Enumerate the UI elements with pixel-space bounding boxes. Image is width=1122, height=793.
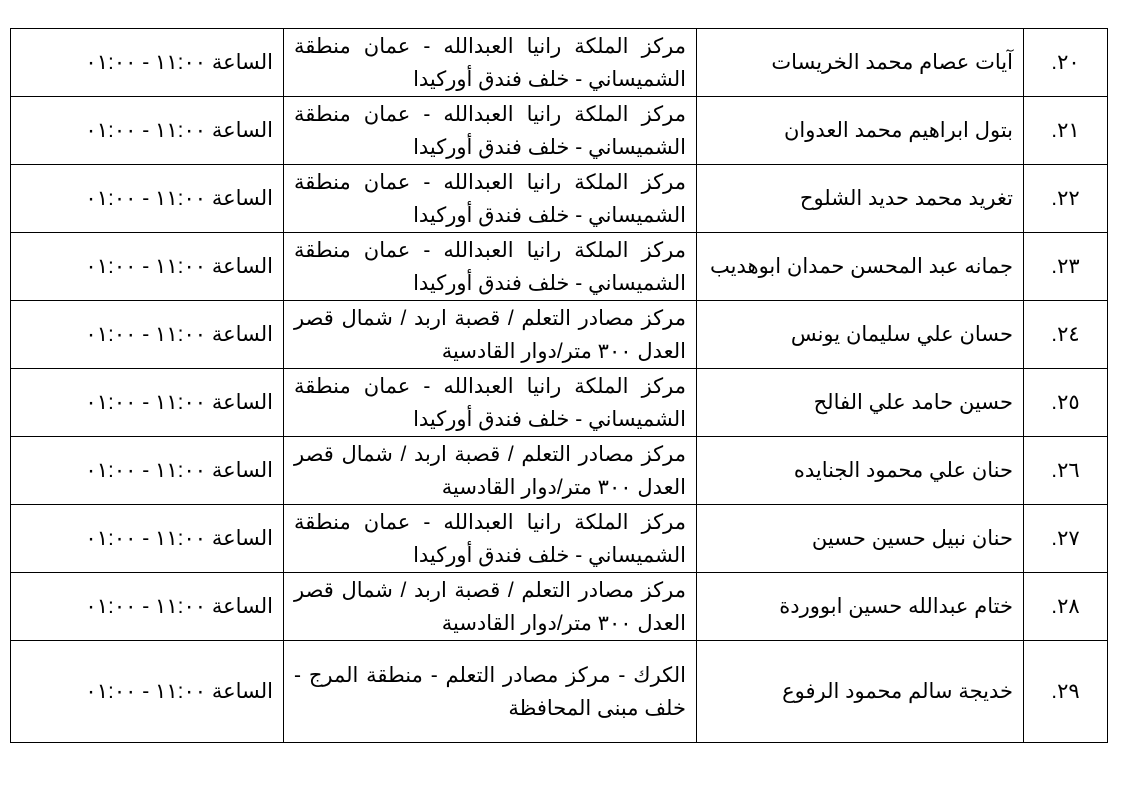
exam-location: مركز الملكة رانيا العبدالله - عمان منطقة الشميساني - خلف فندق أوركيدا <box>284 29 697 97</box>
table-row <box>11 165 1108 233</box>
row-number: ٢٣. <box>1024 233 1108 301</box>
participant-name: بتول ابراهيم محمد العدوان <box>697 97 1024 165</box>
table-row <box>11 573 1108 641</box>
table-row <box>11 437 1108 505</box>
participant-name: جمانه عبد المحسن حمدان ابوهديب <box>697 233 1024 301</box>
participant-name: ختام عبدالله حسين ابووردة <box>697 573 1024 641</box>
exam-time: الساعة ١١:٠٠ - ٠١:٠٠ <box>11 505 284 573</box>
exam-location: مركز مصادر التعلم / قصبة اربد / شمال قصر العدل ٣٠٠ متر/دوار القادسية <box>284 437 697 505</box>
exam-location: مركز مصادر التعلم / قصبة اربد / شمال قصر العدل ٣٠٠ متر/دوار القادسية <box>284 573 697 641</box>
exam-location: مركز الملكة رانيا العبدالله - عمان منطقة الشميساني - خلف فندق أوركيدا <box>284 97 697 165</box>
table-row <box>11 369 1108 437</box>
exam-location: مركز الملكة رانيا العبدالله - عمان منطقة الشميساني - خلف فندق أوركيدا <box>284 233 697 301</box>
participant-name: آيات عصام محمد الخريسات <box>697 29 1024 97</box>
roster-body <box>11 29 1108 743</box>
exam-time: الساعة ١١:٠٠ - ٠١:٠٠ <box>11 29 284 97</box>
exam-time: الساعة ١١:٠٠ - ٠١:٠٠ <box>11 233 284 301</box>
exam-location: الكرك - مركز مصادر التعلم - منطقة المرج - خلف مبنى المحافظة <box>284 641 697 743</box>
participant-name: حسين حامد علي الفالح <box>697 369 1024 437</box>
exam-location: مركز الملكة رانيا العبدالله - عمان منطقة الشميساني - خلف فندق أوركيدا <box>284 369 697 437</box>
table-row <box>11 29 1108 97</box>
table-row <box>11 301 1108 369</box>
exam-time: الساعة ١١:٠٠ - ٠١:٠٠ <box>11 165 284 233</box>
row-number: ٢٤. <box>1024 301 1108 369</box>
row-number: ٢٦. <box>1024 437 1108 505</box>
participant-name: تغريد محمد حديد الشلوح <box>697 165 1024 233</box>
table-row <box>11 641 1108 743</box>
exam-time: الساعة ١١:٠٠ - ٠١:٠٠ <box>11 641 284 743</box>
participant-name: حسان علي سليمان يونس <box>697 301 1024 369</box>
row-number: ٢١. <box>1024 97 1108 165</box>
row-number: ٢٥. <box>1024 369 1108 437</box>
exam-location: مركز الملكة رانيا العبدالله - عمان منطقة الشميساني - خلف فندق أوركيدا <box>284 165 697 233</box>
row-number: ٢٠. <box>1024 29 1108 97</box>
row-number: ٢٧. <box>1024 505 1108 573</box>
participant-name: خديجة سالم محمود الرفوع <box>697 641 1024 743</box>
exam-time: الساعة ١١:٠٠ - ٠١:٠٠ <box>11 437 284 505</box>
exam-time: الساعة ١١:٠٠ - ٠١:٠٠ <box>11 369 284 437</box>
table-row <box>11 505 1108 573</box>
exam-time: الساعة ١١:٠٠ - ٠١:٠٠ <box>11 301 284 369</box>
row-number: ٢٨. <box>1024 573 1108 641</box>
exam-time: الساعة ١١:٠٠ - ٠١:٠٠ <box>11 573 284 641</box>
participant-name: حنان نبيل حسين حسين <box>697 505 1024 573</box>
exam-location: مركز الملكة رانيا العبدالله - عمان منطقة الشميساني - خلف فندق أوركيدا <box>284 505 697 573</box>
row-number: ٢٢. <box>1024 165 1108 233</box>
participant-name: حنان علي محمود الجنايده <box>697 437 1024 505</box>
table-row <box>11 233 1108 301</box>
exam-time: الساعة ١١:٠٠ - ٠١:٠٠ <box>11 97 284 165</box>
exam-location: مركز مصادر التعلم / قصبة اربد / شمال قصر العدل ٣٠٠ متر/دوار القادسية <box>284 301 697 369</box>
row-number: ٢٩. <box>1024 641 1108 743</box>
table-row <box>11 97 1108 165</box>
roster-table <box>10 28 1108 743</box>
